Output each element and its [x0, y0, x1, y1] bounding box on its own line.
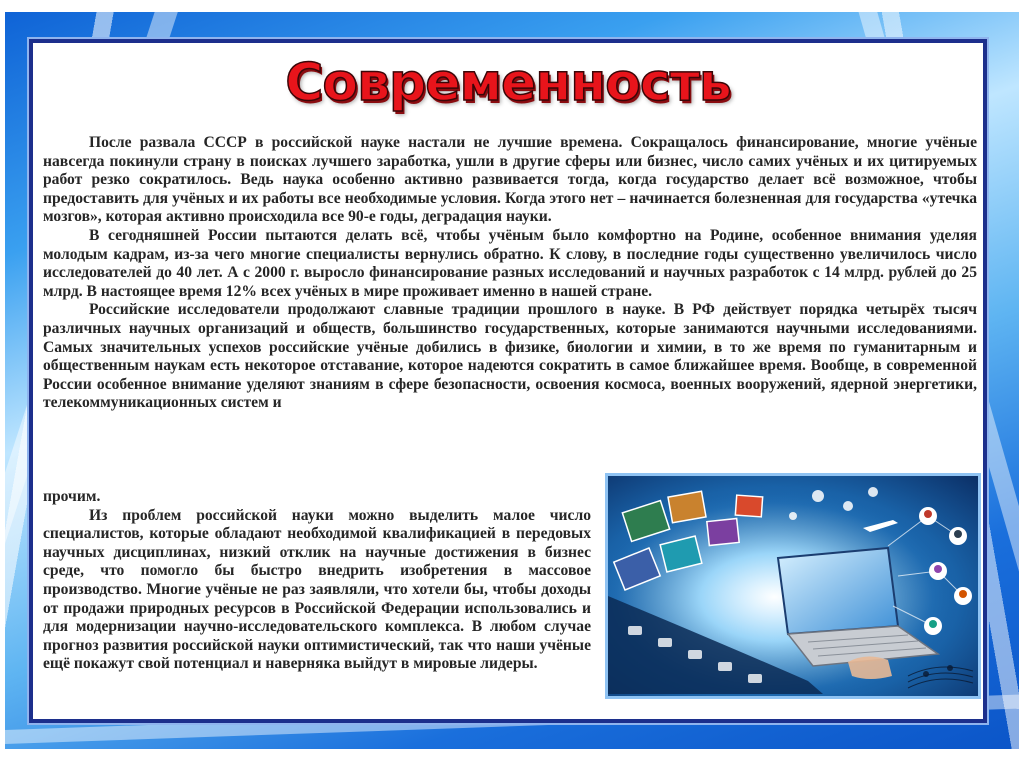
- paragraph-3: Российские исследователи продолжают славные традиции прошлого в науке. В РФ действует порядка четырёх тысяч различных научных организаций и обществ, большинство государственных, которые занимаются научными исследованиями. Самых значительных успехов российские учёные добились в физике, биологии и химии, в то же время по гуманитарным и общественным наукам есть некоторое отставание, которое надеются сократить в самое ближайшее время. Вообще, в современной России особенное внимание уделяют знаниям в сфере безопасности, освоения космоса, военных вооружений, ядерной энергетики, телекоммуникационных систем и: [43, 301, 977, 412]
- content-panel: [29, 39, 987, 723]
- paragraph-4: Из проблем российской науки можно выделить малое число специалистов, которые обладают необходимой квалификацией в передовых научных дисциплинах, низкий отклик на научные достижения в бизнес среде, что помогло бы быстро внедрить изобретения в массовое производство. Многие учёные не раз заявляли, что хотели бы, чтобы доходы от продажи природных ресурсов в Российской Федерации использовались и для модернизации научно-исследовательского комплекса. В любом случае прогноз развития российской науки оптимистический, так что наши учёные ещё покажут свой потенциал и наверняка выйдут в мировые лидеры.: [43, 506, 591, 673]
- paragraph-2: В сегодняшней России пытаются делать всё, чтобы учёным было комфортно на Родине, особенное внимания уделяя молодым кадрам, из-за чего многие специалисты вернулись обратно. К слову, в последние годы существенно увеличилось число исследователей до 40 лет. А с 2000 г. выросло финансирование разных исследований и научных разработок с 14 млрд. рублей до 25 млрд. В настоящее время 12% всех учёных в мире проживает именно в нашей стране.: [43, 226, 977, 300]
- slide-background: [5, 12, 1019, 749]
- main-text: [43, 134, 977, 413]
- paragraph-3-continuation: прочим.: [43, 488, 101, 505]
- paragraph-1: После развала СССР в российской науке настали не лучшие времена. Сокращалось финансирование, многие учёные навсегда покинули страну в поисках лучшего заработка, ушли в другие сферы или бизнес, число самих учёных и их цитируемых работ резко сократилось. Ведь наука особенно активно развивается тогда, когда государство делает всё возможное, чтобы предоставить для учёных и их работы все необходимые условия. Когда этого нет – начинается болезненная для государства «утечка мозгов», которая активно происходила все 90-е годы, деградация науки.: [43, 134, 977, 226]
- slide-title: Современность: [285, 53, 731, 113]
- left-column-text: [43, 488, 591, 674]
- laptop-collage-image: [608, 476, 978, 696]
- technology-illustration: [605, 473, 981, 699]
